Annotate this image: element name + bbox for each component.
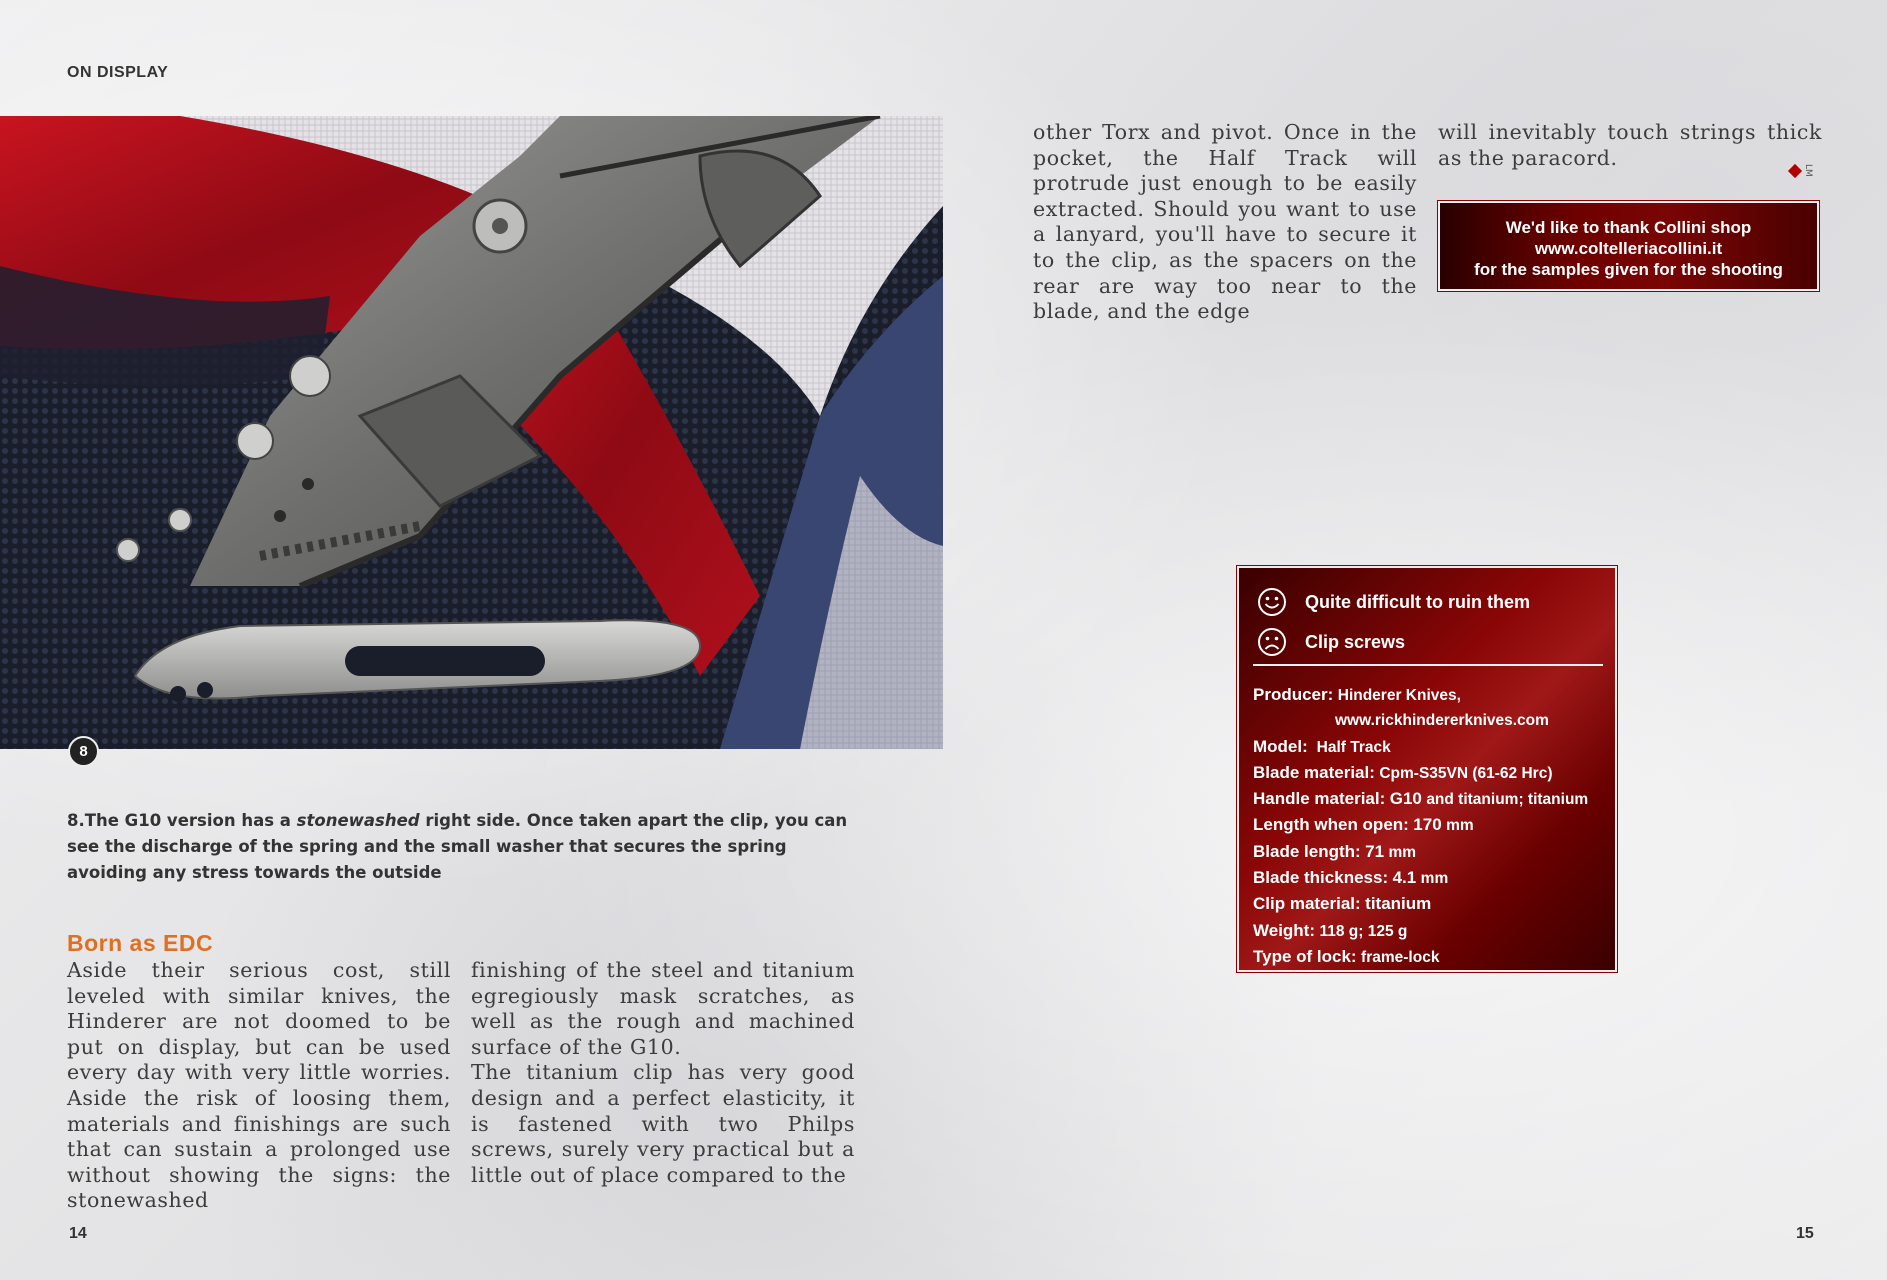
article-column-1: Aside their serious cost, still leveled with similar knives, the Hinderer are not doomed to be put on display, but can be used every day with very little worries. Aside the risk of loosing them, materials and finishings are such that can sustain a prolonged use without showing the signs: the stonewashed	[67, 958, 451, 1213]
thanks-line-3: for the samples given for the shooting	[1474, 260, 1783, 279]
author-initials: LM	[1803, 164, 1813, 177]
spec-blade-material: Blade material: Cpm-S35VN (61-62 Hrc)	[1253, 762, 1553, 782]
spec-handle-material: Handle material: G10 and titanium; titanium	[1253, 789, 1589, 809]
knife-photo	[0, 116, 943, 749]
thanks-box	[1438, 201, 1819, 291]
caption-italic: stonewashed	[296, 811, 420, 830]
thanks-line-1: We'd like to thank Collini shop	[1505, 218, 1752, 237]
spec-blade-thickness: Blade thickness: 4.1 mm	[1253, 868, 1449, 888]
pro-row	[1257, 582, 1530, 622]
spec-model: Model: Half Track	[1253, 736, 1391, 756]
article-column-2: finishing of the steel and titanium egregiously mask scratches, as well as the rough and machined surface of the G10. The titanium clip has very good design and a perfect elasticity, it is fastened with two Philps screws, surely very practical but a little out of place compared to the	[471, 958, 855, 1187]
pro-text: Quite difficult to ruin them	[1305, 591, 1530, 612]
photo-caption: 8.The G10 version has a stonewashed right side. Once taken apart the clip, you can see the discharge of the spring and the small washer that secures the spring avoiding any stress towards the outside	[67, 811, 848, 882]
spec-divider	[1253, 664, 1603, 666]
spec-producer: Producer: Hinderer Knives,	[1253, 685, 1461, 704]
article-column-3: other Torx and pivot. Once in the pocket, the Half Track will protrude just enough to be easily extracted. Should you want to use a lanyard, you'll have to secure it to the clip, as the spacers on the rear are way too near to the blade, and the edge	[1033, 120, 1417, 324]
article-heading: Born as EDC	[67, 930, 214, 956]
page-number-left: 14	[69, 1225, 87, 1242]
con-text: Clip screws	[1305, 631, 1406, 652]
spec-lock: Type of lock: frame-lock	[1253, 946, 1440, 966]
spec-weight: Weight: 118 g; 125 g	[1253, 920, 1408, 940]
section-label: ON DISPLAY	[67, 64, 169, 81]
con-row	[1257, 622, 1530, 662]
spec-producer-url[interactable]: www.rickhindererknives.com	[1335, 712, 1549, 730]
page-number-right: 15	[1796, 1225, 1814, 1242]
spec-box	[1237, 566, 1617, 972]
smiley-face-icon	[1257, 587, 1287, 617]
spec-blade-length: Blade length: 71 mm	[1253, 841, 1417, 861]
spec-list	[1253, 682, 1613, 970]
spec-clip-material: Clip material: titanium	[1253, 894, 1432, 914]
sad-face-icon	[1257, 627, 1287, 657]
article-column-4: will inevitably touch strings thick as the paracord.	[1438, 120, 1822, 170]
thanks-url[interactable]: www.coltelleriacollini.it	[1534, 239, 1723, 258]
spec-length-open: Length when open: 170 mm	[1253, 815, 1474, 835]
photo-number-badge: 8	[68, 736, 99, 767]
